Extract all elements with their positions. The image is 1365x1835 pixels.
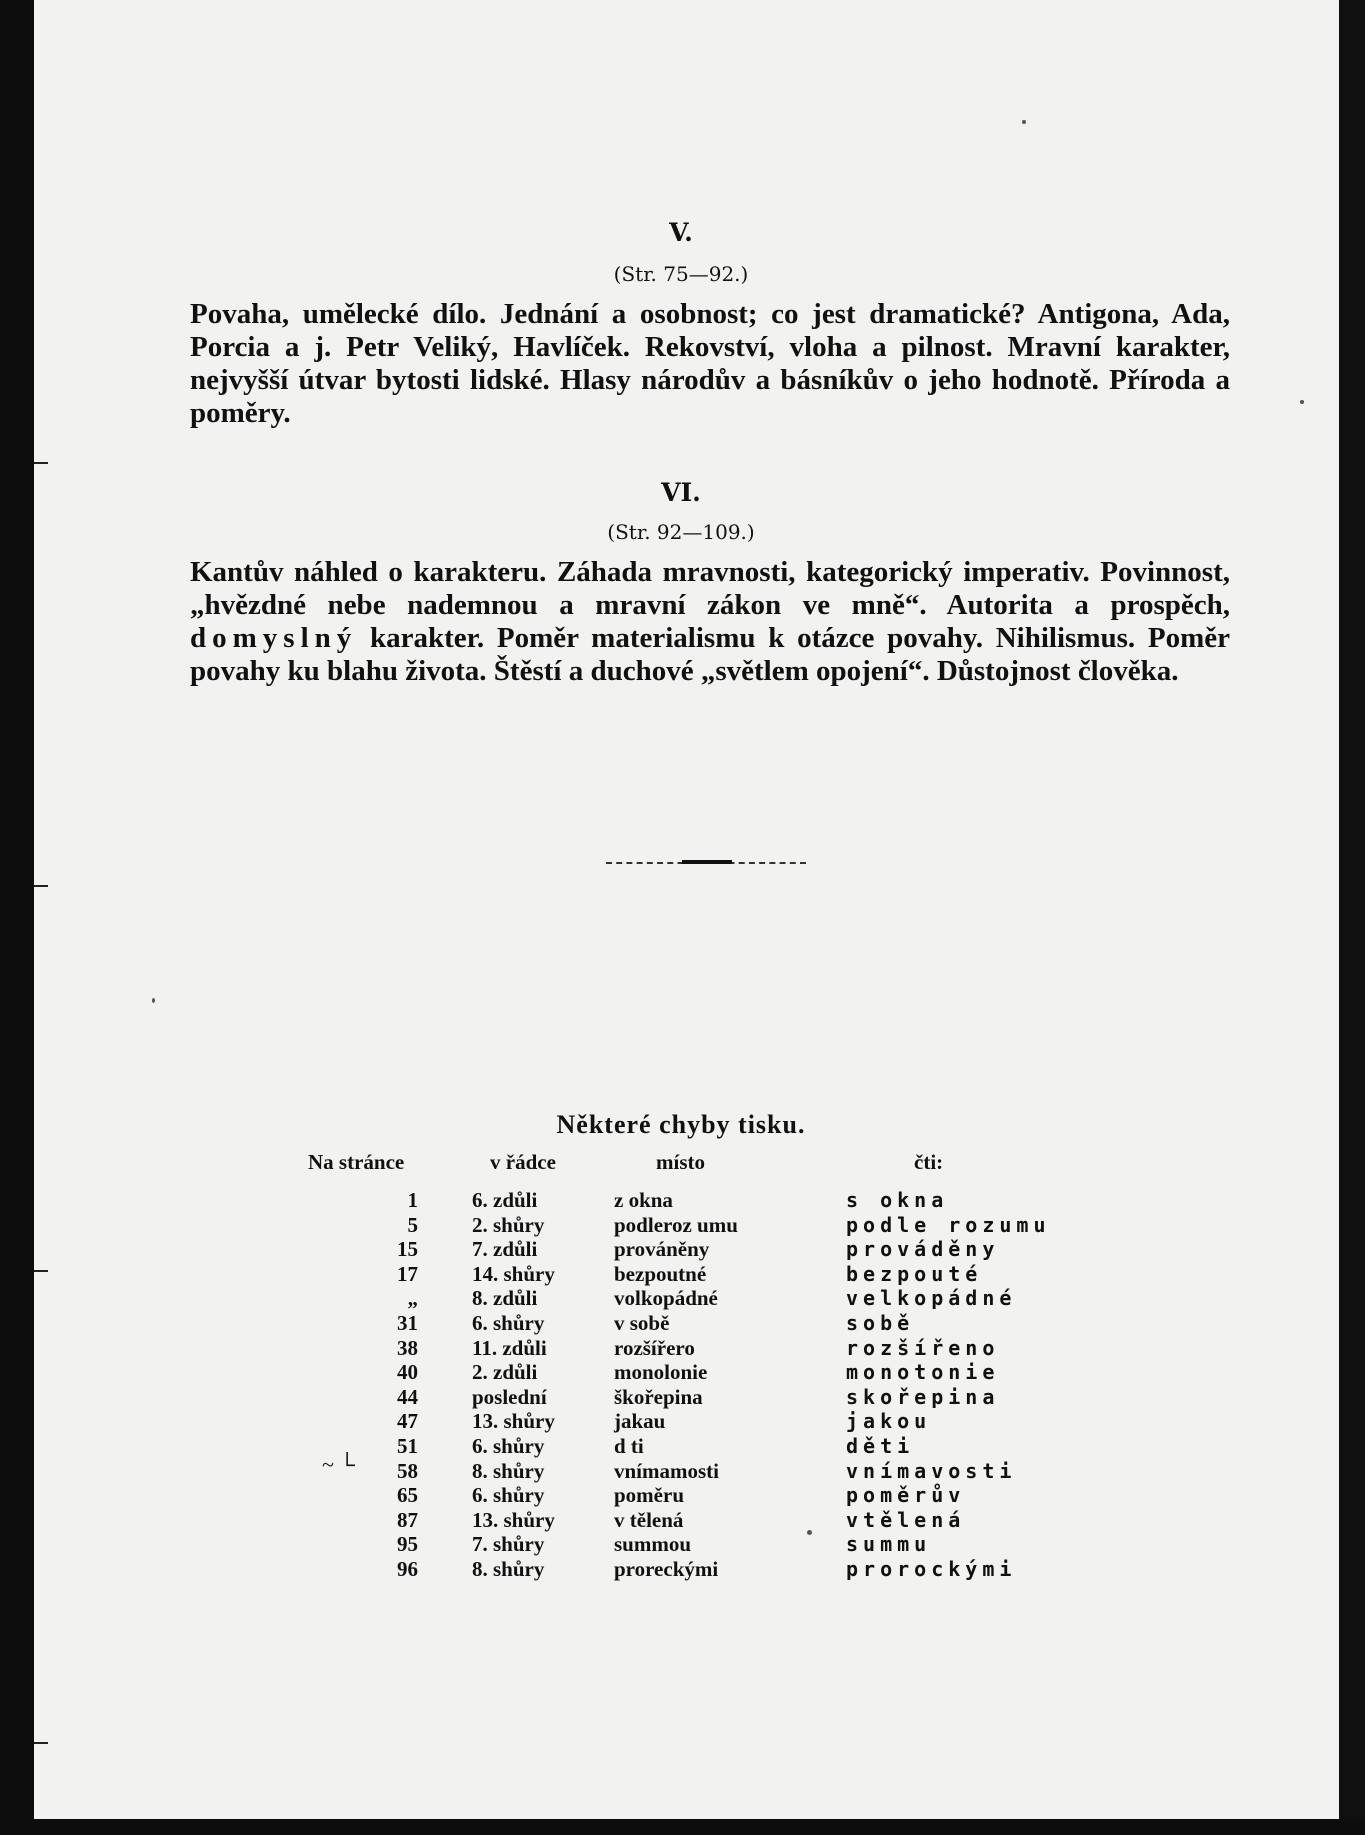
errata-header-right: čti: — [914, 1150, 944, 1174]
errata-line: 6. zdůli — [472, 1188, 538, 1212]
errata-page: 44 — [397, 1384, 418, 1409]
errata-page: 1 — [407, 1188, 418, 1212]
errata-row — [22, 1409, 1340, 1434]
errata-correction: vtělená — [846, 1507, 966, 1532]
errata-line: 7. zdůli — [472, 1237, 538, 1262]
errata-page: 31 — [397, 1311, 418, 1335]
errata-line: 6. shůry — [472, 1311, 545, 1335]
errata-page: 17 — [397, 1261, 418, 1286]
section-text: Povaha, umělecké dílo. Jednání a osobnost; co jest dramatické? Antigona, Ada, Porcia a j. Petr Veliký, Havlíček. Rekovství, vloha a pilnost. Mravní karakter, nejvyšší útvar bytosti lidské. Hlasy národův a básníkův o jeho hodnotě. Příroda a poměry. — [190, 298, 1230, 429]
section-text — [190, 556, 1230, 688]
errata-page: 40 — [397, 1360, 418, 1385]
errata-correction: prorockými — [846, 1557, 1017, 1581]
errata-correction: summu — [846, 1532, 932, 1557]
errata-row — [22, 1188, 1340, 1213]
errata-row — [22, 1532, 1340, 1557]
errata-line: poslední — [472, 1384, 547, 1409]
errata-row — [22, 1213, 1340, 1238]
errata-correction: bezpouté — [846, 1261, 983, 1286]
errata-row — [22, 1385, 1340, 1410]
errata-wrong: z okna — [614, 1188, 673, 1212]
errata-row — [22, 1360, 1340, 1385]
errata-row — [22, 1434, 1340, 1459]
errata-page: 5 — [407, 1212, 418, 1237]
errata-wrong: proreckými — [614, 1557, 719, 1581]
errata-correction: podle rozumu — [846, 1212, 1051, 1237]
errata-wrong: bezpoutné — [614, 1261, 707, 1286]
errata-row — [22, 1557, 1340, 1582]
ornamental-rule-center — [682, 860, 732, 864]
errata-page: 95 — [397, 1532, 418, 1557]
errata-header-line: v řádce — [490, 1150, 556, 1174]
errata-row — [22, 1336, 1340, 1361]
speck — [807, 1530, 812, 1535]
errata-wrong: podleroz umu — [614, 1212, 738, 1237]
errata-page: „ — [407, 1286, 418, 1311]
errata-wrong: jakau — [614, 1409, 666, 1434]
speck — [1300, 400, 1304, 404]
errata-row — [22, 1262, 1340, 1287]
errata-wrong: monolonie — [614, 1360, 708, 1385]
errata-correction: s okna — [846, 1188, 949, 1212]
errata-row — [22, 1311, 1340, 1336]
errata-page: 58 — [397, 1458, 418, 1483]
errata-wrong: v sobě — [614, 1311, 670, 1335]
section-number: V. — [669, 218, 693, 247]
errata-correction: skořepina — [846, 1384, 1000, 1409]
section-page-range: (Str. 75—92.) — [613, 262, 749, 286]
errata-page: 65 — [397, 1483, 418, 1508]
errata-wrong: d ti — [614, 1434, 644, 1458]
margin-mark: ~ └ — [322, 1452, 355, 1477]
errata-page: 47 — [397, 1409, 418, 1434]
errata-row — [22, 1459, 1340, 1484]
errata-line: 11. zdůli — [472, 1335, 547, 1360]
section-page-range: (Str. 92—109.) — [607, 520, 755, 544]
speck — [152, 998, 155, 1003]
errata-line: 2. shůry — [472, 1212, 545, 1237]
errata-wrong: summou — [614, 1532, 692, 1557]
errata-row — [22, 1508, 1340, 1533]
errata-row — [22, 1237, 1340, 1262]
errata-line: 13. shůry — [472, 1507, 555, 1532]
errata-page: 38 — [397, 1335, 418, 1360]
edge-shadow — [1339, 0, 1365, 1835]
errata-line: 8. shůry — [472, 1458, 545, 1483]
errata-header-wrong: místo — [656, 1150, 705, 1174]
errata-line: 8. shůry — [472, 1557, 545, 1581]
errata-correction: monotonie — [846, 1360, 1000, 1385]
errata-wrong: rozšířero — [614, 1335, 695, 1360]
errata-wrong: volkopádné — [614, 1286, 718, 1311]
errata-line: 8. zdůli — [472, 1286, 538, 1311]
speck — [1022, 120, 1026, 124]
errata-correction: velkopádné — [846, 1286, 1017, 1311]
errata-line: 6. shůry — [472, 1483, 545, 1508]
errata-row — [22, 1286, 1340, 1311]
errata-correction: jakou — [846, 1409, 932, 1434]
errata-row — [22, 1483, 1340, 1508]
errata-line: 2. zdůli — [472, 1360, 538, 1385]
edge-shadow-bottom — [0, 1819, 1365, 1835]
section-text-emphasis: domyslný — [190, 622, 358, 654]
errata-wrong: poměru — [614, 1483, 684, 1508]
errata-wrong: vnímamosti — [614, 1458, 719, 1483]
errata-line: 14. shůry — [472, 1261, 555, 1286]
binding-shadow — [0, 0, 34, 1835]
errata-wrong: v tělená — [614, 1507, 684, 1532]
errata-correction: vnímavosti — [846, 1458, 1017, 1483]
errata-correction: sobě — [846, 1311, 915, 1335]
scanned-page — [22, 0, 1340, 1820]
errata-wrong: prováněny — [614, 1237, 710, 1262]
errata-wrong: škořepina — [614, 1384, 703, 1409]
errata-page: 51 — [397, 1434, 418, 1458]
errata-page: 87 — [397, 1507, 418, 1532]
section-number: VI. — [661, 478, 701, 507]
errata-correction: rozšířeno — [846, 1335, 1000, 1360]
errata-title: Některé chyby tisku. — [556, 1110, 806, 1139]
section-text-part: karakter. Poměr materialismu k otázce povahy. Nihilismus. Poměr povahy ku blahu života. Štěstí a duchové „světlem opojení“. Důstojnost člověka. — [190, 622, 1230, 687]
errata-correction: prováděny — [846, 1237, 1000, 1262]
errata-line: 13. shůry — [472, 1409, 555, 1434]
section-text-part: Kantův náhled o karakteru. Záhada mravnosti, kategorický imperativ. Povinnost, „hvězdné nebe nademnou a mravní zákon ve mně“. Autorita a prospěch, — [190, 556, 1230, 621]
errata-page: 15 — [397, 1237, 418, 1262]
errata-correction: děti — [846, 1434, 915, 1458]
errata-correction: poměrův — [846, 1483, 966, 1508]
errata-line: 6. shůry — [472, 1434, 545, 1458]
errata-line: 7. shůry — [472, 1532, 545, 1557]
errata-header-page: Na stránce — [308, 1150, 405, 1174]
errata-page: 96 — [397, 1557, 418, 1581]
